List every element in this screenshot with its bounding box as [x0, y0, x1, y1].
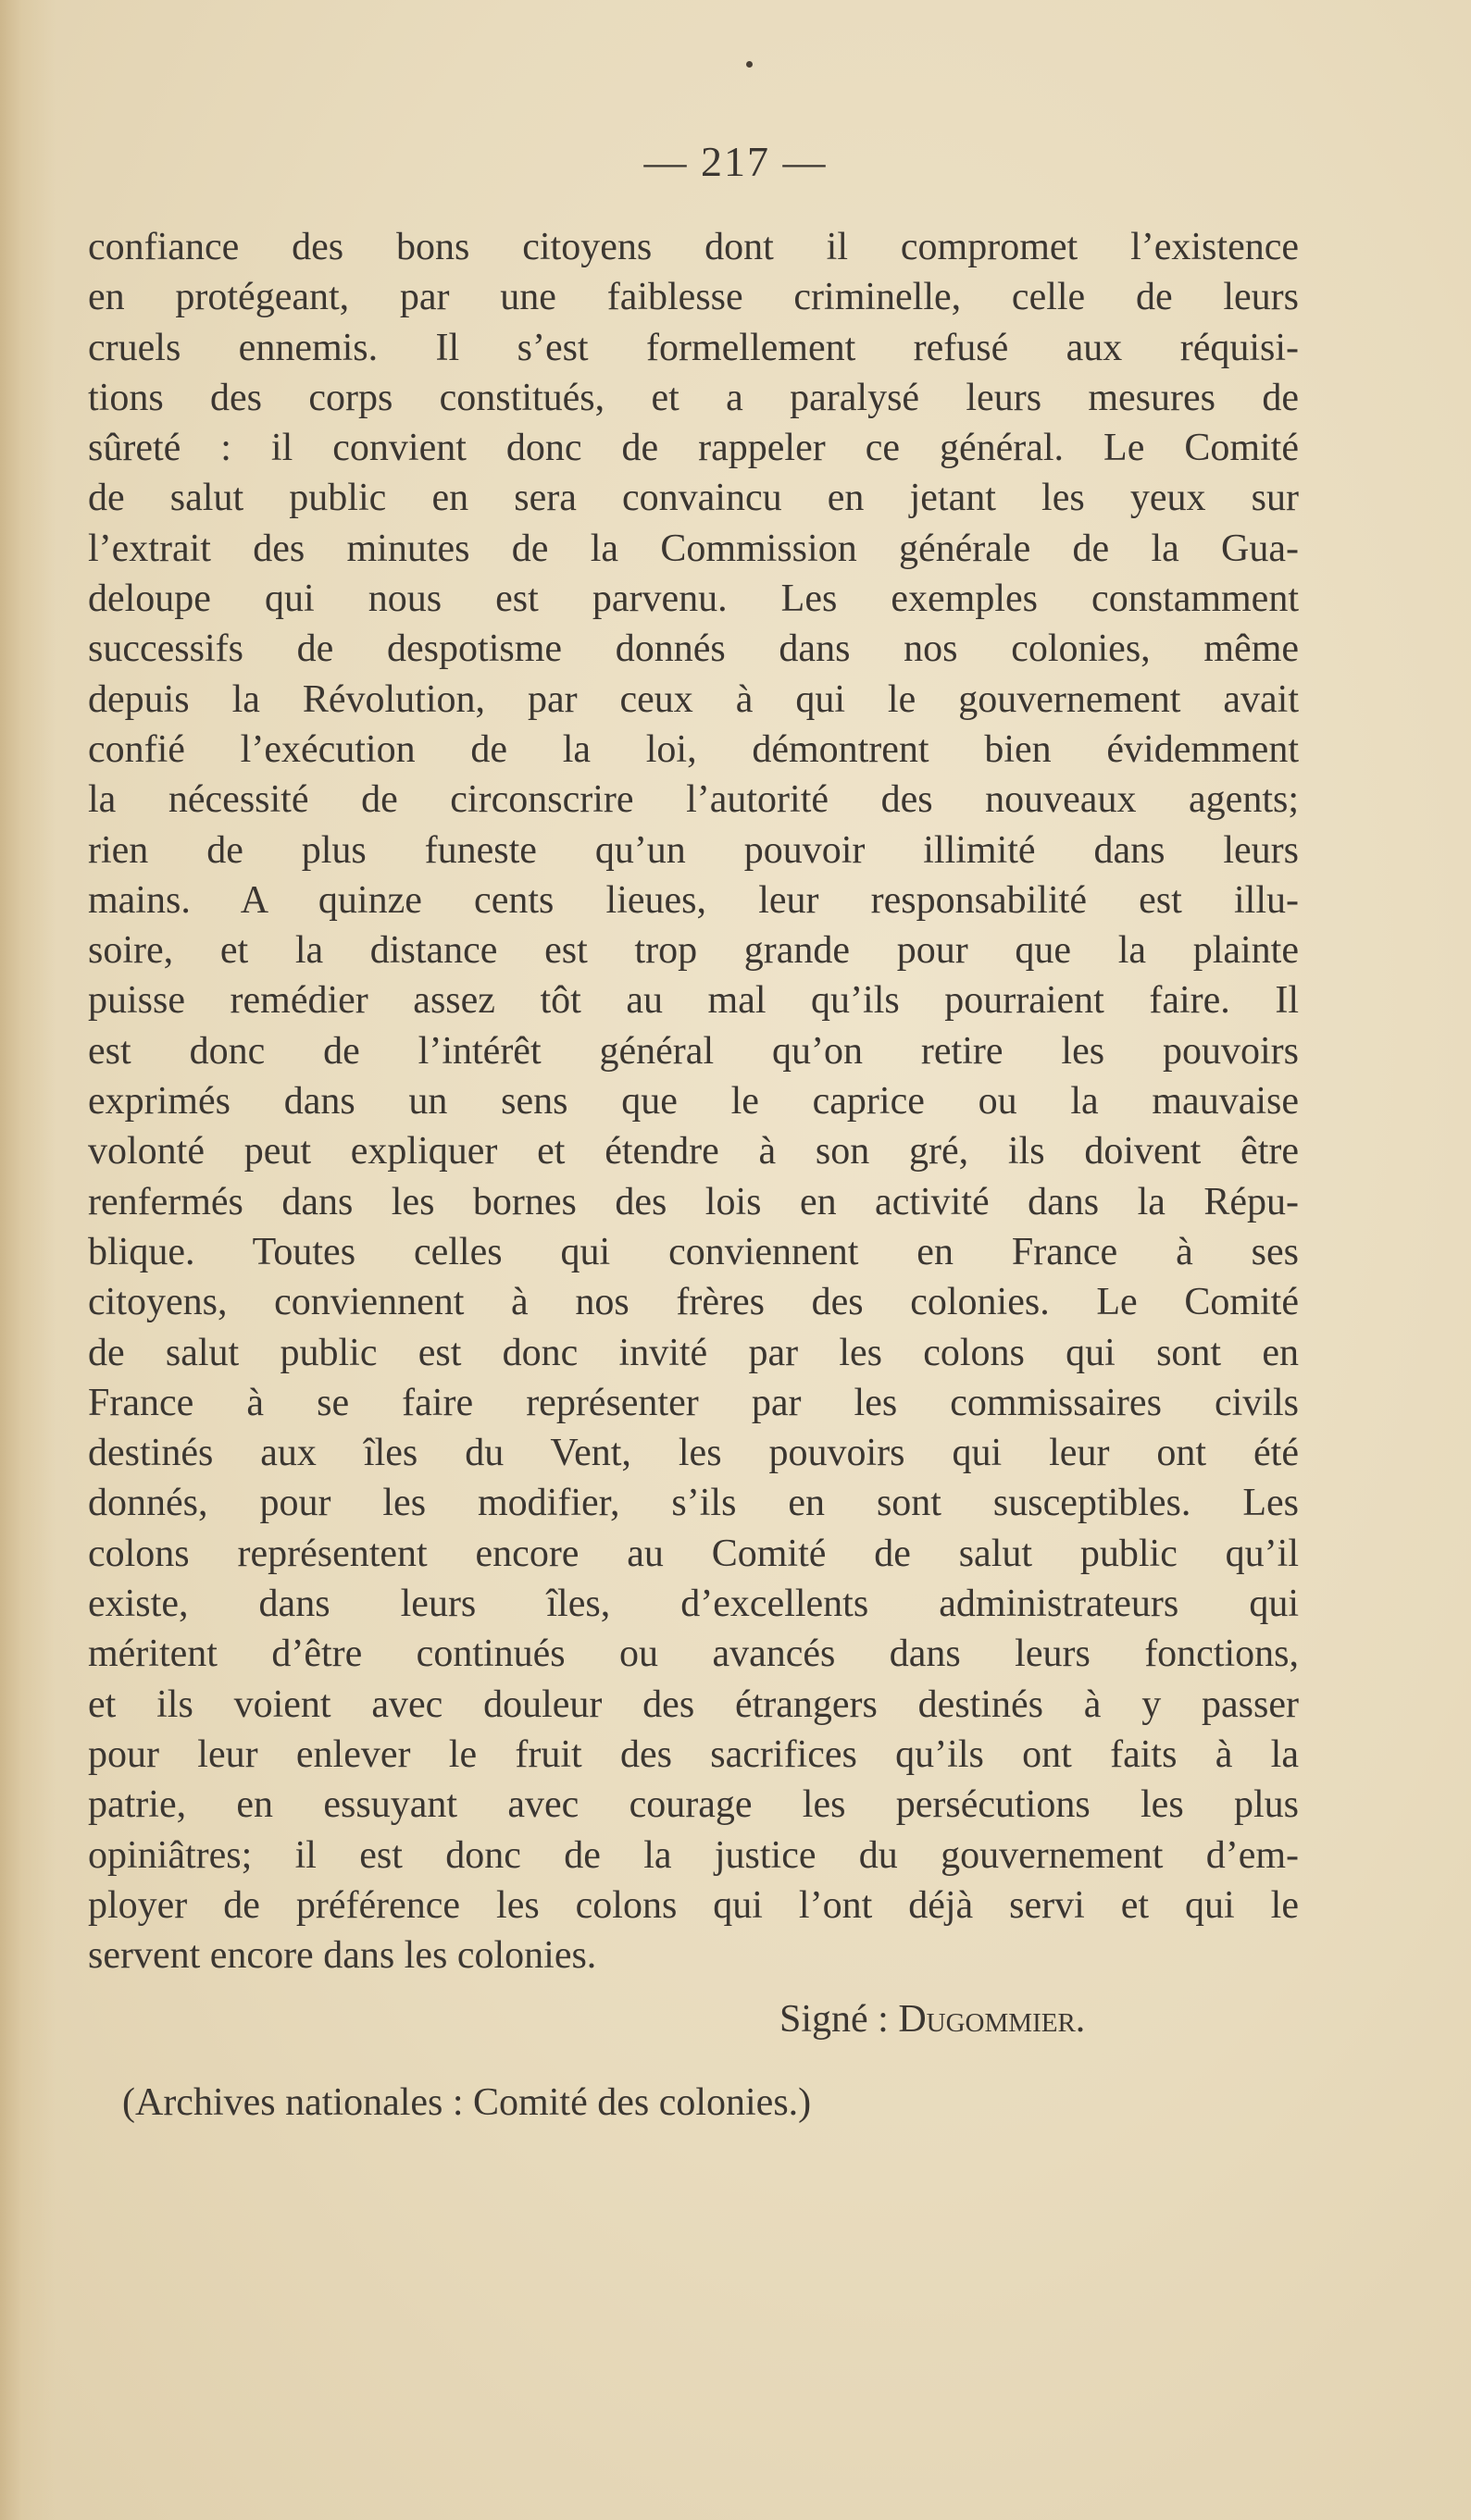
text-line: sûreté : il convient donc de rappeler ce général. Le Comité: [88, 427, 1299, 470]
text-line: renfermés dans les bornes des lois en activité dans la Répu-: [88, 1180, 1299, 1223]
text-line: est donc de l’intérêt général qu’on retire les pouvoirs: [88, 1029, 1299, 1073]
text-line: cruels ennemis. Il s’est formellement refusé aux réquisi-: [88, 326, 1299, 369]
text-line: successifs de despotisme donnés dans nos colonies, même: [88, 627, 1299, 671]
archive-source: (Archives nationales : Comité des colonies.): [122, 2081, 812, 2124]
text-line: ployer de préférence les colons qui l’ont déjà servi et qui le: [88, 1883, 1299, 1927]
text-line: soire, et la distance est trop grande pour que la plainte: [88, 929, 1299, 973]
text-line: blique. Toutes celles qui conviennent en France à ses: [88, 1230, 1299, 1273]
text-line: confiance des bons citoyens dont il compromet l’existence: [88, 226, 1299, 268]
text-line: rien de plus funeste qu’un pouvoir illimité dans leurs: [88, 828, 1299, 872]
text-line: depuis la Révolution, par ceux à qui le gouvernement avait: [88, 677, 1299, 721]
text-line: méritent d’être continués ou avancés dans leurs fonctions,: [88, 1632, 1299, 1676]
text-line: exprimés dans un sens que le caprice ou la mauvaise: [88, 1080, 1299, 1123]
text-line: volonté peut expliquer et étendre à son gré, ils doivent être: [88, 1130, 1299, 1173]
text-line: mains. A quinze cents lieues, leur responsabilité est illu-: [88, 878, 1299, 922]
text-line: citoyens, conviennent à nos frères des colonies. Le Comité: [88, 1281, 1299, 1324]
text-line: la nécessité de circonscrire l’autorité des nouveaux agents;: [88, 778, 1299, 822]
text-line: patrie, en essuyant avec courage les persécutions les plus: [88, 1783, 1299, 1827]
text-line: pour leur enlever le fruit des sacrifices qu’ils ont faits à la: [88, 1732, 1299, 1776]
text-line: deloupe qui nous est parvenu. Les exemples constamment: [88, 577, 1299, 621]
signature-label: Signé :: [779, 1998, 899, 2041]
text-line: en protégeant, par une faiblesse criminelle, celle de leurs: [88, 276, 1299, 319]
signature: [779, 1997, 1085, 2042]
page-number: — 217 —: [643, 138, 828, 185]
page-edge-shadow: [0, 0, 56, 2520]
text-line: destinés aux îles du Vent, les pouvoirs qui leur ont été: [88, 1432, 1299, 1475]
text-line: donnés, pour les modifier, s’ils en sont susceptibles. Les: [88, 1482, 1299, 1525]
text-line: de salut public est donc invité par les colons qui sont en: [88, 1331, 1299, 1374]
text-line: l’extrait des minutes de la Commission générale de la Gua-: [88, 527, 1299, 570]
text-line: colons représentent encore au Comité de salut public qu’il: [88, 1532, 1299, 1575]
ink-speck: [746, 61, 753, 68]
text-line: confié l’exécution de la loi, démontrent bien évidemment: [88, 727, 1299, 771]
signature-name: Dugommier.: [898, 1998, 1086, 2041]
text-line: servent encore dans les colonies.: [88, 1934, 597, 1978]
text-line: France à se faire représenter par les commissaires civils: [88, 1381, 1299, 1424]
text-line: existe, dans leurs îles, d’excellents administrateurs qui: [88, 1583, 1299, 1626]
text-line: opiniâtres; il est donc de la justice du gouvernement d’em-: [88, 1833, 1299, 1877]
text-line: de salut public en sera convaincu en jetant les yeux sur: [88, 477, 1299, 520]
text-line: tions des corps constitués, et a paralysé leurs mesures de: [88, 376, 1299, 419]
text-line: puisse remédier assez tôt au mal qu’ils pourraient faire. Il: [88, 979, 1299, 1023]
text-line: et ils voient avec douleur des étrangers destinés à y passer: [88, 1682, 1299, 1726]
body-text: [88, 222, 1299, 1980]
